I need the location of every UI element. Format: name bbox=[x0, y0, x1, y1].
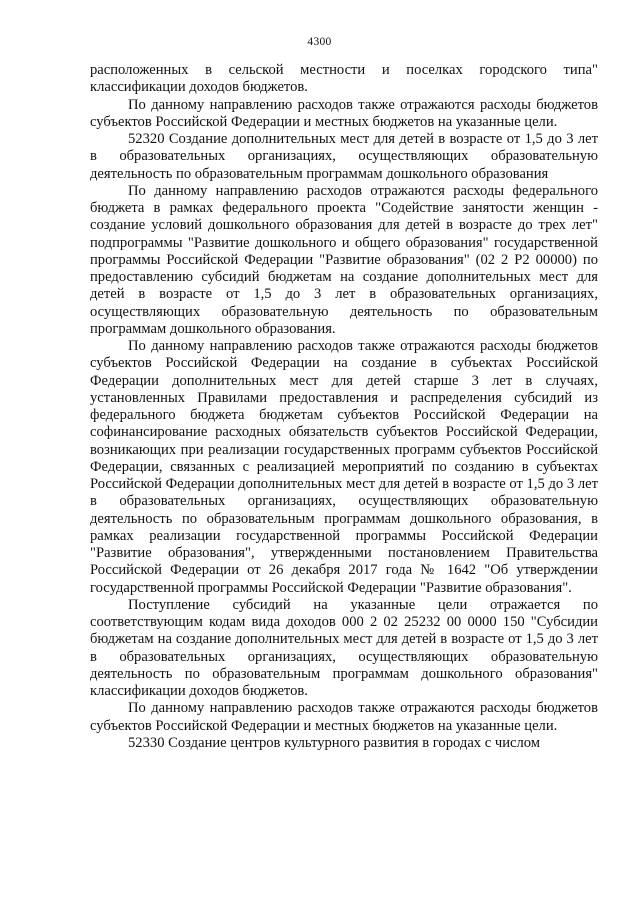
paragraph-continuation: расположенных в сельской местности и поселках городского типа" классификации доходов бюджетов. bbox=[90, 62, 598, 96]
paragraph-regional-budgets: По данному направлению расходов также отражаются расходы бюджетов субъектов Российской Федерации на создание в субъектах Российской Федерации дополнительных мест для детей старше 3 лет в случаях, установленных Правилами предоставления и распределения субсидий из федерального бюджета бюджетам субъектов Российской Федерации на софинансирование расходных обязательств субъектов Российской Федерации, возникающих при реализации государственных программ субъектов Российской Федерации, связанных с реализацией мероприятий по созданию в субъектах Российской Федерации дополнительных мест для детей в возрасте от 1,5 до 3 лет в образовательных организациях, осуществляющих образовательную деятельность по образовательным программам дошкольного образования, в рамках реализации государственной программы Российской Федерации "Развитие образования", утвержденными постановлением Правительства Российской Федерации от 26 декабря 2017 года № 1642 "Об утверждении государственной программы Российской Федерации "Развитие образования". bbox=[90, 338, 598, 596]
document-body bbox=[90, 62, 598, 752]
paragraph-also-reflected-1: По данному направлению расходов также отражаются расходы бюджетов субъектов Российской Федерации и местных бюджетов на указанные цели. bbox=[90, 96, 598, 130]
paragraph-federal-project: По данному направлению расходов отражаются расходы федерального бюджета в рамках федерального проекта "Содействие занятости женщин - создание условий дошкольного образования для детей в возрасте до трех лет" подпрограммы "Развитие дошкольного и общего образования" государственной программы Российской Федерации "Развитие образования" (02 2 P2 00000) по предоставлению субсидий бюджетам на создание дополнительных мест для детей в возрасте от 1,5 до 3 лет в образовательных организациях, осуществляющих образовательную деятельность по образовательным программам дошкольного образования. bbox=[90, 182, 598, 337]
paragraph-also-reflected-2: По данному направлению расходов также отражаются расходы бюджетов субъектов Российской Федерации и местных бюджетов на указанные цели. bbox=[90, 700, 598, 734]
paragraph-code-52330: 52330 Создание центров культурного развития в городах с числом bbox=[128, 734, 541, 751]
page-number: 4300 bbox=[307, 36, 332, 48]
paragraph-subsidy-receipt: Поступление субсидий на указанные цели отражается по соответствующим кодам вида доходов 000 2 02 25232 00 0000 150 "Субсидии бюджетам на создание дополнительных мест для детей в возрасте от 1,5 до 3 лет в образовательных организациях, осуществляющих образовательную деятельность по образовательным программам дошкольного образования" классификации доходов бюджетов. bbox=[90, 596, 598, 699]
paragraph-code-52320: 52320 Создание дополнительных мест для детей в возрасте от 1,5 до 3 лет в образовательных организациях, осуществляющих образовательную деятельность по образовательным программам дошкольного образования bbox=[90, 131, 598, 182]
